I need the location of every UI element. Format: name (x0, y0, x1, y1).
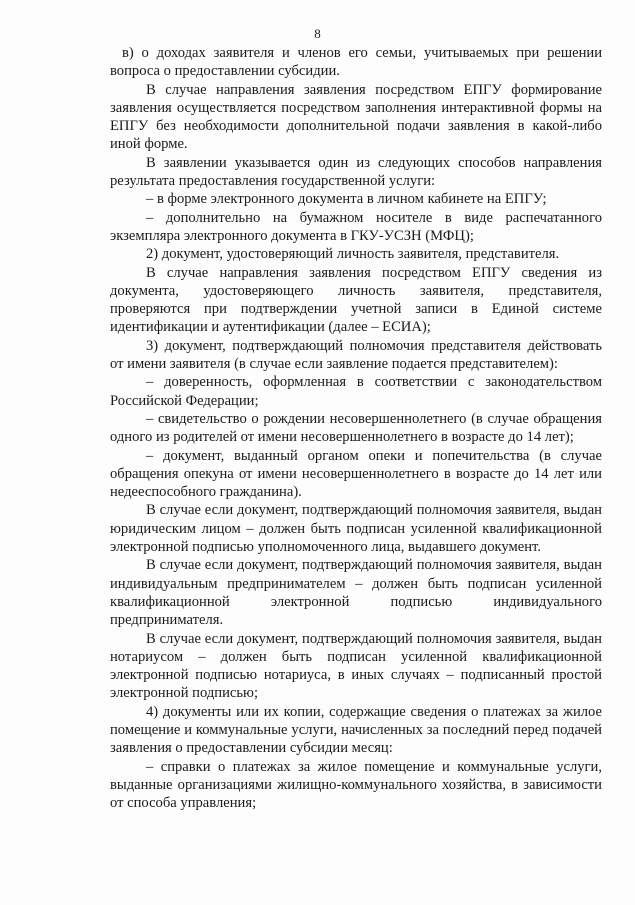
paragraph: В случае направления заявления посредством ЕПГУ формирование заявления осуществляется посредством заполнения интерактивной формы на ЕПГУ без необходимости дополнительной подачи заявления в какой-либо иной форме. (110, 81, 602, 153)
paragraph: – в форме электронного документа в личном кабинете на ЕПГУ; (146, 191, 547, 208)
paragraph: В случае направления заявления посредством ЕПГУ сведения из документа, удостоверяющего личность заявителя, представителя, проверяются при подтверждении учетной записи в Единой системе идентификации и аутентификации (далее – ЕСИА); (110, 264, 602, 336)
page-number: 8 (314, 26, 321, 41)
paragraph: – доверенность, оформленная в соответствии с законодательством Российской Федерации; (110, 374, 602, 409)
paragraph: В случае если документ, подтверждающий полномочия заявителя, выдан юридическим лицом – должен быть подписан усиленной квалификационной электронной подписью уполномоченного лица, выдавшего документ. (110, 502, 602, 556)
paragraph: В случае если документ, подтверждающий полномочия заявителя, выдан нотариусом – должен быть подписан усиленной квалификационной электронной подписью нотариуса, в иных случаях – подписанный простой электронной подписью; (110, 630, 602, 702)
document-body (110, 44, 602, 812)
paragraph: В случае если документ, подтверждающий полномочия заявителя, выдан индивидуальным предпринимателем – должен быть подписан усиленной квалификационной электронной подписью индивидуального предпринимателя. (110, 557, 602, 629)
paragraph: В заявлении указывается один из следующих способов направления результата предоставления государственной услуги: (110, 154, 602, 190)
paragraph: 3) документ, подтверждающий полномочия представителя действовать от имени заявителя (в случае если заявление подается представителем): (110, 337, 602, 373)
paragraph: 4) документы или их копии, содержащие сведения о платежах за жилое помещение и коммунальные услуги, начисленных за последний перед подачей заявления о предоставлении субсидии месяц: (110, 703, 602, 757)
paragraph: – свидетельство о рождении несовершеннолетнего (в случае обращения одного из родителей от имени несовершеннолетнего в возрасте до 14 лет); (110, 410, 602, 446)
paragraph: 2) документ, удостоверяющий личность заявителя, представителя. (146, 246, 560, 263)
paragraph: – дополнительно на бумажном носителе в виде распечатанного экземпляра электронного документа в ГКУ-УСЗН (МФЦ); (110, 209, 602, 244)
paragraph: – справки о платежах за жилое помещение и коммунальные услуги, выданные организациями жилищно-коммунального хозяйства, в зависимости от способа управления; (110, 758, 602, 812)
paragraph: в) о доходах заявителя и членов его семьи, учитываемых при решении вопроса о предоставлении субсидии. (110, 45, 602, 80)
paragraph: – документ, выданный органом опеки и попечительства (в случае обращения опекуна от имени несовершеннолетнего в возрасте до 14 лет или недееспособного гражданина). (110, 447, 602, 501)
